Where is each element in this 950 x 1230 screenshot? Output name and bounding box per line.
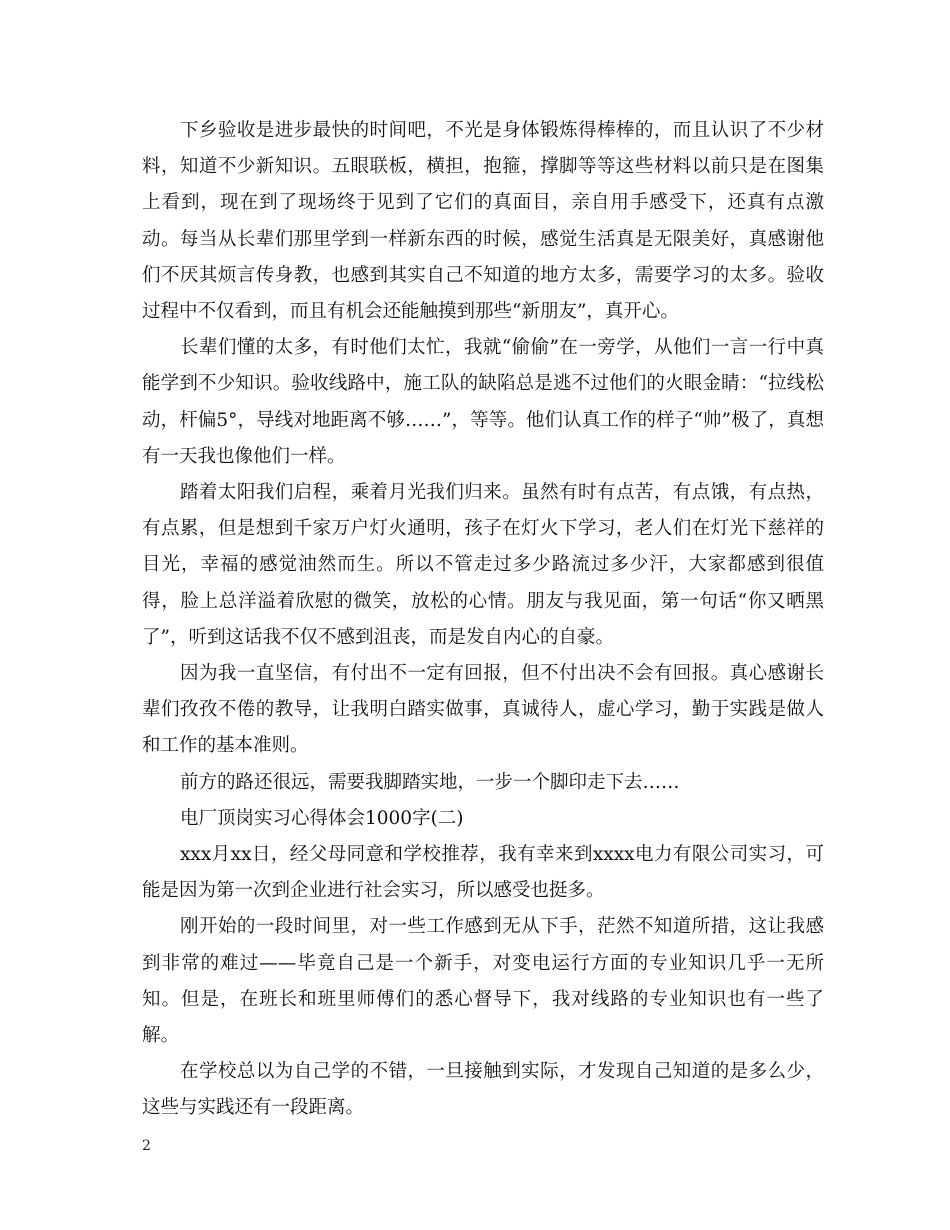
- paragraph: 踏着太阳我们启程，乘着月光我们归来。虽然有时有点苦，有点饿，有点热，有点累，但是想到千家万户灯火通明，孩子在灯火下学习，老人们在灯光下慈祥的目光，幸福的感觉油然而生。所以不管走过多少路流过多少汗，大家都感到很值得，脸上总洋溢着欣慰的微笑，放松的心情。朋友与我见面，第一句话“你又晒黑了”，听到这话我不仅不感到沮丧，而是发自内心的自豪。: [142, 482, 824, 648]
- document-body: [142, 113, 824, 1127]
- paragraph: 长辈们懂的太多，有时他们太忙，我就“偷偷”在一旁学，从他们一言一行中真能学到不少知识。验收线路中，施工队的缺陷总是逃不过他们的火眼金睛：“拉线松动，杆偏5°，导线对地距离不够……”，等等。他们认真工作的样子“帅”极了，真想有一天我也像他们一样。: [142, 337, 824, 467]
- page-number: 2: [142, 1138, 151, 1154]
- paragraph: 因为我一直坚信，有付出不一定有回报，但不付出决不会有回报。真心感谢长辈们孜孜不倦的教导，让我明白踏实做事，真诚待人，虚心学习，勤于实践是做人和工作的基本准则。: [142, 663, 824, 757]
- paragraph: 下乡验收是进步最快的时间吧，不光是身体锻炼得棒棒的，而且认识了不少材料，知道不少新知识。五眼联板，横担，抱箍，撑脚等等这些材料以前只是在图集上看到，现在到了现场终于见到了它们的真面目，亲自用手感受下，还真有点激动。每当从长辈们那里学到一样新东西的时候，感觉生活真是无限美好，真感谢他们不厌其烦言传身教，也感到其实自己不知道的地方太多，需要学习的太多。验收过程中不仅看到，而且有机会还能触摸到那些“新朋友”，真开心。: [142, 120, 824, 323]
- section-heading: 电厂顶岗实习心得体会1000字(二): [180, 807, 464, 829]
- paragraph: 在学校总以为自己学的不错，一旦接触到实际，才发现自己知道的是多么少，这些与实践还有一段距离。: [142, 1061, 824, 1119]
- paragraph: xxx月xx日，经父母同意和学校推荐，我有幸来到xxxx电力有限公司实习，可能是因为第一次到企业进行社会实习，所以感受也挺多。: [142, 844, 824, 902]
- paragraph: 前方的路还很远，需要我脚踏实地，一步一个脚印走下去……: [180, 771, 680, 793]
- paragraph: 刚开始的一段时间里，对一些工作感到无从下手，茫然不知道所措，这让我感到非常的难过——毕竟自己是一个新手，对变电运行方面的专业知识几乎一无所知。但是，在班长和班里师傅们的悉心督导下，我对线路的专业知识也有一些了解。: [142, 916, 824, 1047]
